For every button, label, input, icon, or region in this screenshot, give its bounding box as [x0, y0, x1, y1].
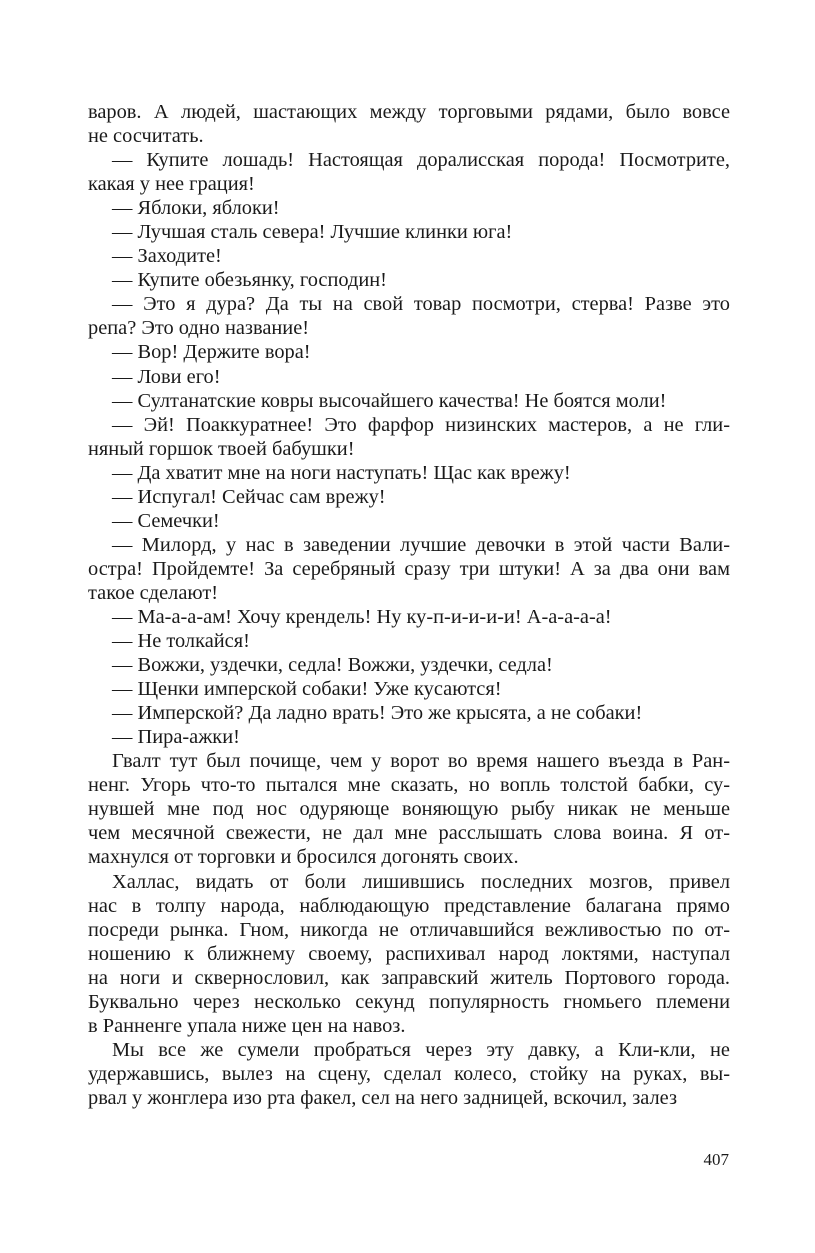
text-line: ношению к ближнему своему, распихивал народ локтями, наступал	[88, 942, 730, 965]
text-line: Мы все же сумели пробраться через эту давку, а Кли-кли, не	[112, 1038, 730, 1061]
paragraph	[88, 100, 730, 148]
text-line: удержавшись, вылез на сцену, сделал колесо, стойку на руках, вы-	[88, 1062, 730, 1085]
paragraph	[88, 292, 730, 340]
text-line: посреди рынка. Гном, никогда не отличавшийся вежливостью по от-	[88, 918, 730, 941]
text-line: в Ранненге упала ниже цен на навоз.	[88, 1014, 406, 1037]
text-line: — Лови его!	[112, 365, 221, 388]
text-line: ненг. Угорь что-то пытался мне сказать, но вопль толстой бабки, су-	[88, 774, 730, 797]
text-line: — Вожжи, уздечки, седла! Вожжи, уздечки, седла!	[112, 654, 553, 677]
text-line: — Купите лошадь! Настоящая доралисская порода! Посмотрите,	[112, 149, 730, 172]
paragraph	[88, 148, 730, 196]
paragraph	[88, 244, 730, 268]
paragraph	[88, 268, 730, 292]
text-line: не сосчитать.	[88, 125, 204, 148]
text-line: какая у нее грация!	[88, 173, 255, 196]
text-line: нувшей мне под нос одуряюще воняющую рыбу никак не меньше	[88, 798, 730, 821]
text-line: на ноги и сквернословил, как заправский житель Портового города.	[88, 966, 730, 989]
text-line: — Это я дура? Да ты на свой товар посмотри, стерва! Разве это	[112, 293, 730, 316]
paragraph	[88, 725, 730, 749]
paragraph	[88, 461, 730, 485]
paragraph	[88, 749, 730, 869]
text-line: — Купите обезьянку, господин!	[112, 269, 387, 292]
paragraph	[88, 220, 730, 244]
body-text	[88, 100, 730, 1110]
text-line: махнулся от торговки и бросился догонять своих.	[88, 846, 519, 869]
text-line: — Не толкайся!	[112, 630, 250, 653]
paragraph	[88, 196, 730, 220]
text-line: рвал у жонглера изо рта факел, сел на него задницей, вскочил, залез	[88, 1086, 678, 1109]
text-line: — Заходите!	[112, 245, 222, 268]
page-number: 407	[703, 1150, 729, 1169]
paragraph	[88, 629, 730, 653]
text-line: остра! Пройдемте! За серебряный сразу три штуки! А за два они вам	[88, 557, 730, 580]
text-line: Гвалт тут был почище, чем у ворот во время нашего въезда в Ран-	[112, 750, 730, 773]
text-line: — Да хватит мне на ноги наступать! Щас как врежу!	[112, 461, 571, 484]
text-line: чем месячной свежести, не дал мне расслышать слова воина. Я от-	[88, 822, 730, 845]
text-line: — Лучшая сталь севера! Лучшие клинки юга!	[112, 221, 513, 244]
text-line: такое сделают!	[88, 581, 219, 604]
paragraph	[88, 870, 730, 1038]
paragraph	[88, 653, 730, 677]
text-line: — Щенки имперской собаки! Уже кусаются!	[112, 678, 502, 701]
paragraph	[88, 605, 730, 629]
text-line: — Милорд, у нас в заведении лучшие девочки в этой части Вали-	[112, 533, 730, 556]
paragraph	[88, 509, 730, 533]
text-line: — Ма-а-а-ам! Хочу крендель! Ну ку-п-и-и-и-и! А-а-а-а-а!	[112, 605, 612, 628]
paragraph	[88, 1038, 730, 1110]
text-line: — Эй! Поаккуратнее! Это фарфор низинских мастеров, а не гли-	[112, 413, 730, 436]
text-line: — Яблоки, яблоки!	[112, 197, 280, 220]
text-line: репа? Это одно название!	[88, 317, 310, 340]
text-line: нас в толпу народа, наблюдающую представление балагана прямо	[88, 894, 730, 917]
text-line: няный горшок твоей бабушки!	[88, 437, 355, 460]
text-line: — Имперской? Да ладно врать! Это же крысята, а не собаки!	[112, 702, 643, 725]
paragraph	[88, 701, 730, 725]
text-line: — Пира-ажки!	[112, 726, 240, 749]
paragraph	[88, 413, 730, 461]
paragraph	[88, 365, 730, 389]
paragraph	[88, 677, 730, 701]
paragraph	[88, 340, 730, 364]
text-line: Халлас, видать от боли лишившись последних мозгов, привел	[112, 870, 730, 893]
text-line: варов. А людей, шастающих между торговыми рядами, было вовсе	[88, 101, 730, 123]
paragraph	[88, 533, 730, 605]
text-line: — Семечки!	[112, 509, 220, 532]
paragraph	[88, 485, 730, 509]
paragraph	[88, 389, 730, 413]
text-line: — Вор! Держите вора!	[112, 341, 311, 364]
text-line: Буквально через несколько секунд популярность гномьего племени	[88, 990, 730, 1013]
text-line: — Испугал! Сейчас сам врежу!	[112, 485, 386, 508]
text-line: — Султанатские ковры высочайшего качества! Не боятся моли!	[112, 389, 667, 412]
